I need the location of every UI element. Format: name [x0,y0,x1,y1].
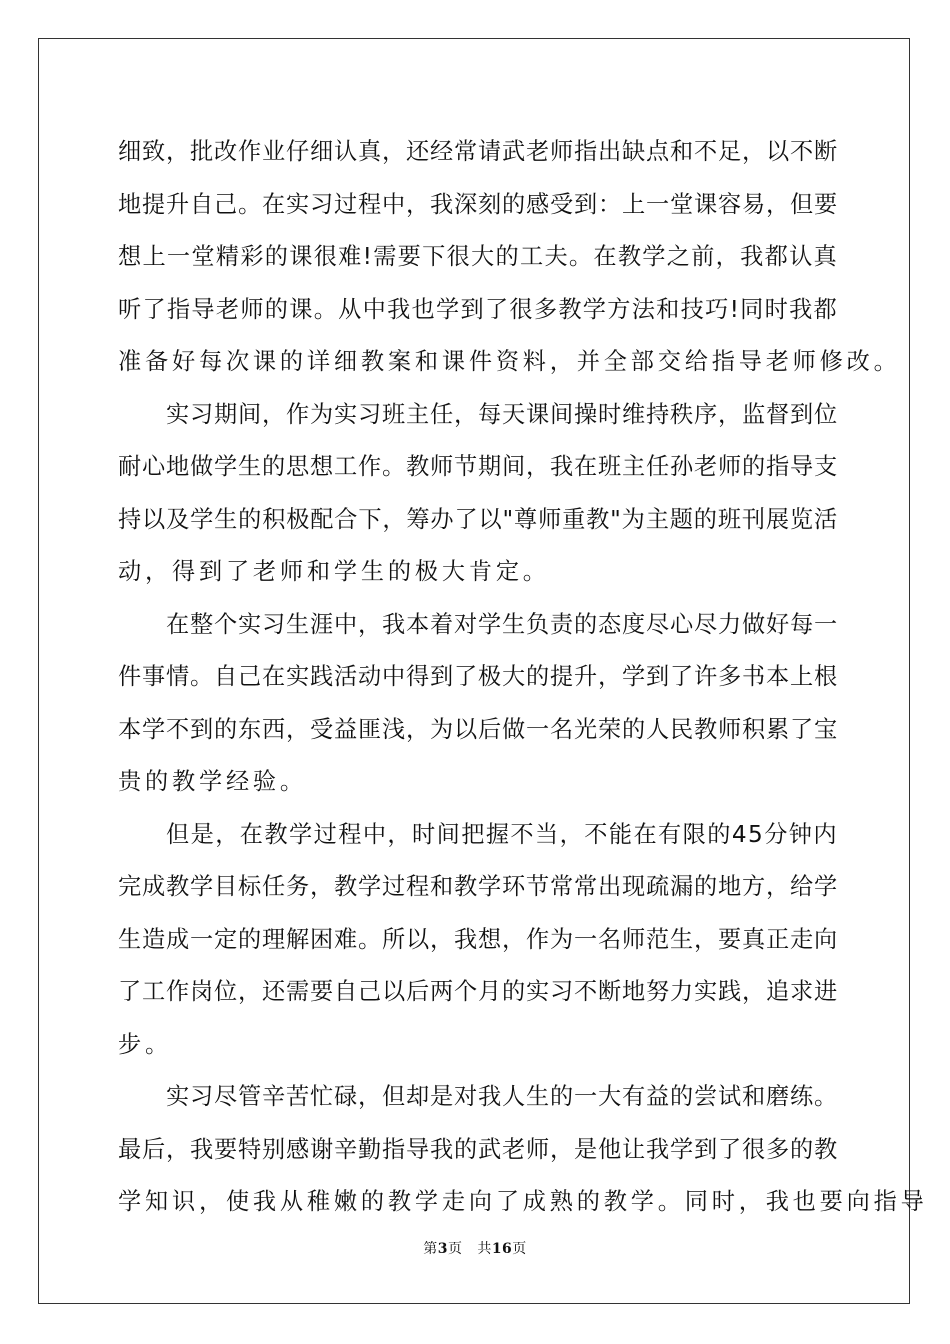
paragraph [118,389,838,599]
text-line: 完成教学目标任务，教学过程和教学环节常常出现疏漏的地方，给学 [118,873,838,900]
text-line: 实习期间，作为实习班主任，每天课间操时维持秩序，监督到位 [166,400,838,428]
text-line: 本学不到的东西，受益匪浅，为以后做一名光荣的人民教师积累了宝 [118,715,838,743]
text-line: 动，得到了老师和学生的极大肯定。 [118,558,550,585]
page-prefix: 第 [423,1241,438,1257]
text-line: 但是，在教学过程中，时间把握不当，不能在有限的45分钟内 [166,820,838,848]
paragraph [118,126,901,389]
total-suffix: 页 [512,1241,527,1257]
text-line: 步。 [118,1030,172,1058]
total-number: 16 [491,1241,513,1257]
text-line: 耐心地做学生的思想工作。教师节期间，我在班主任孙老师的指导支 [118,453,838,480]
text-line: 听了指导老师的课。从中我也学到了很多教学方法和技巧!同时我都 [118,295,838,323]
text-line: 了工作岗位，还需要自己以后两个月的实习不断地努力实践，追求进 [118,978,838,1005]
paragraph [118,809,838,1072]
text-line: 最后，我要特别感谢辛勤指导我的武老师，是他让我学到了很多的教 [118,1135,838,1163]
page-footer [0,1238,950,1258]
text-line: 贵的教学经验。 [118,768,307,795]
text-line: 在整个实习生涯中，我本着对学生负责的态度尽心尽力做好每一 [166,610,838,638]
text-line: 持以及学生的积极配合下，筹办了以"尊师重教"为主题的班刊展览活 [118,505,838,533]
text-line: 准备好每次课的详细教案和课件资料，并全部交给指导老师修改。 [118,348,901,375]
text-line: 地提升自己。在实习过程中，我深刻的感受到：上一堂课容易，但要 [118,190,838,218]
text-line: 细致，批改作业仔细认真，还经常请武老师指出缺点和不足，以不断 [118,138,838,165]
text-line: 想上一堂精彩的课很难!需要下很大的工夫。在教学之前，我都认真 [118,243,838,270]
text-line: 学知识，使我从稚嫩的教学走向了成熟的教学。同时，我也要向指导 [118,1188,928,1215]
paragraph [118,599,838,809]
document-body [118,126,928,1229]
total-prefix: 共 [477,1241,492,1257]
text-line: 实习尽管辛苦忙碌，但却是对我人生的一大有益的尝试和磨练。 [166,1083,838,1110]
page-number: 3 [437,1241,448,1257]
page-suffix: 页 [447,1241,463,1257]
text-line: 件事情。自己在实践活动中得到了极大的提升，学到了许多书本上根 [118,663,838,690]
paragraph [118,1071,928,1229]
text-line: 生造成一定的理解困难。所以，我想，作为一名师范生，要真正走向 [118,925,838,953]
